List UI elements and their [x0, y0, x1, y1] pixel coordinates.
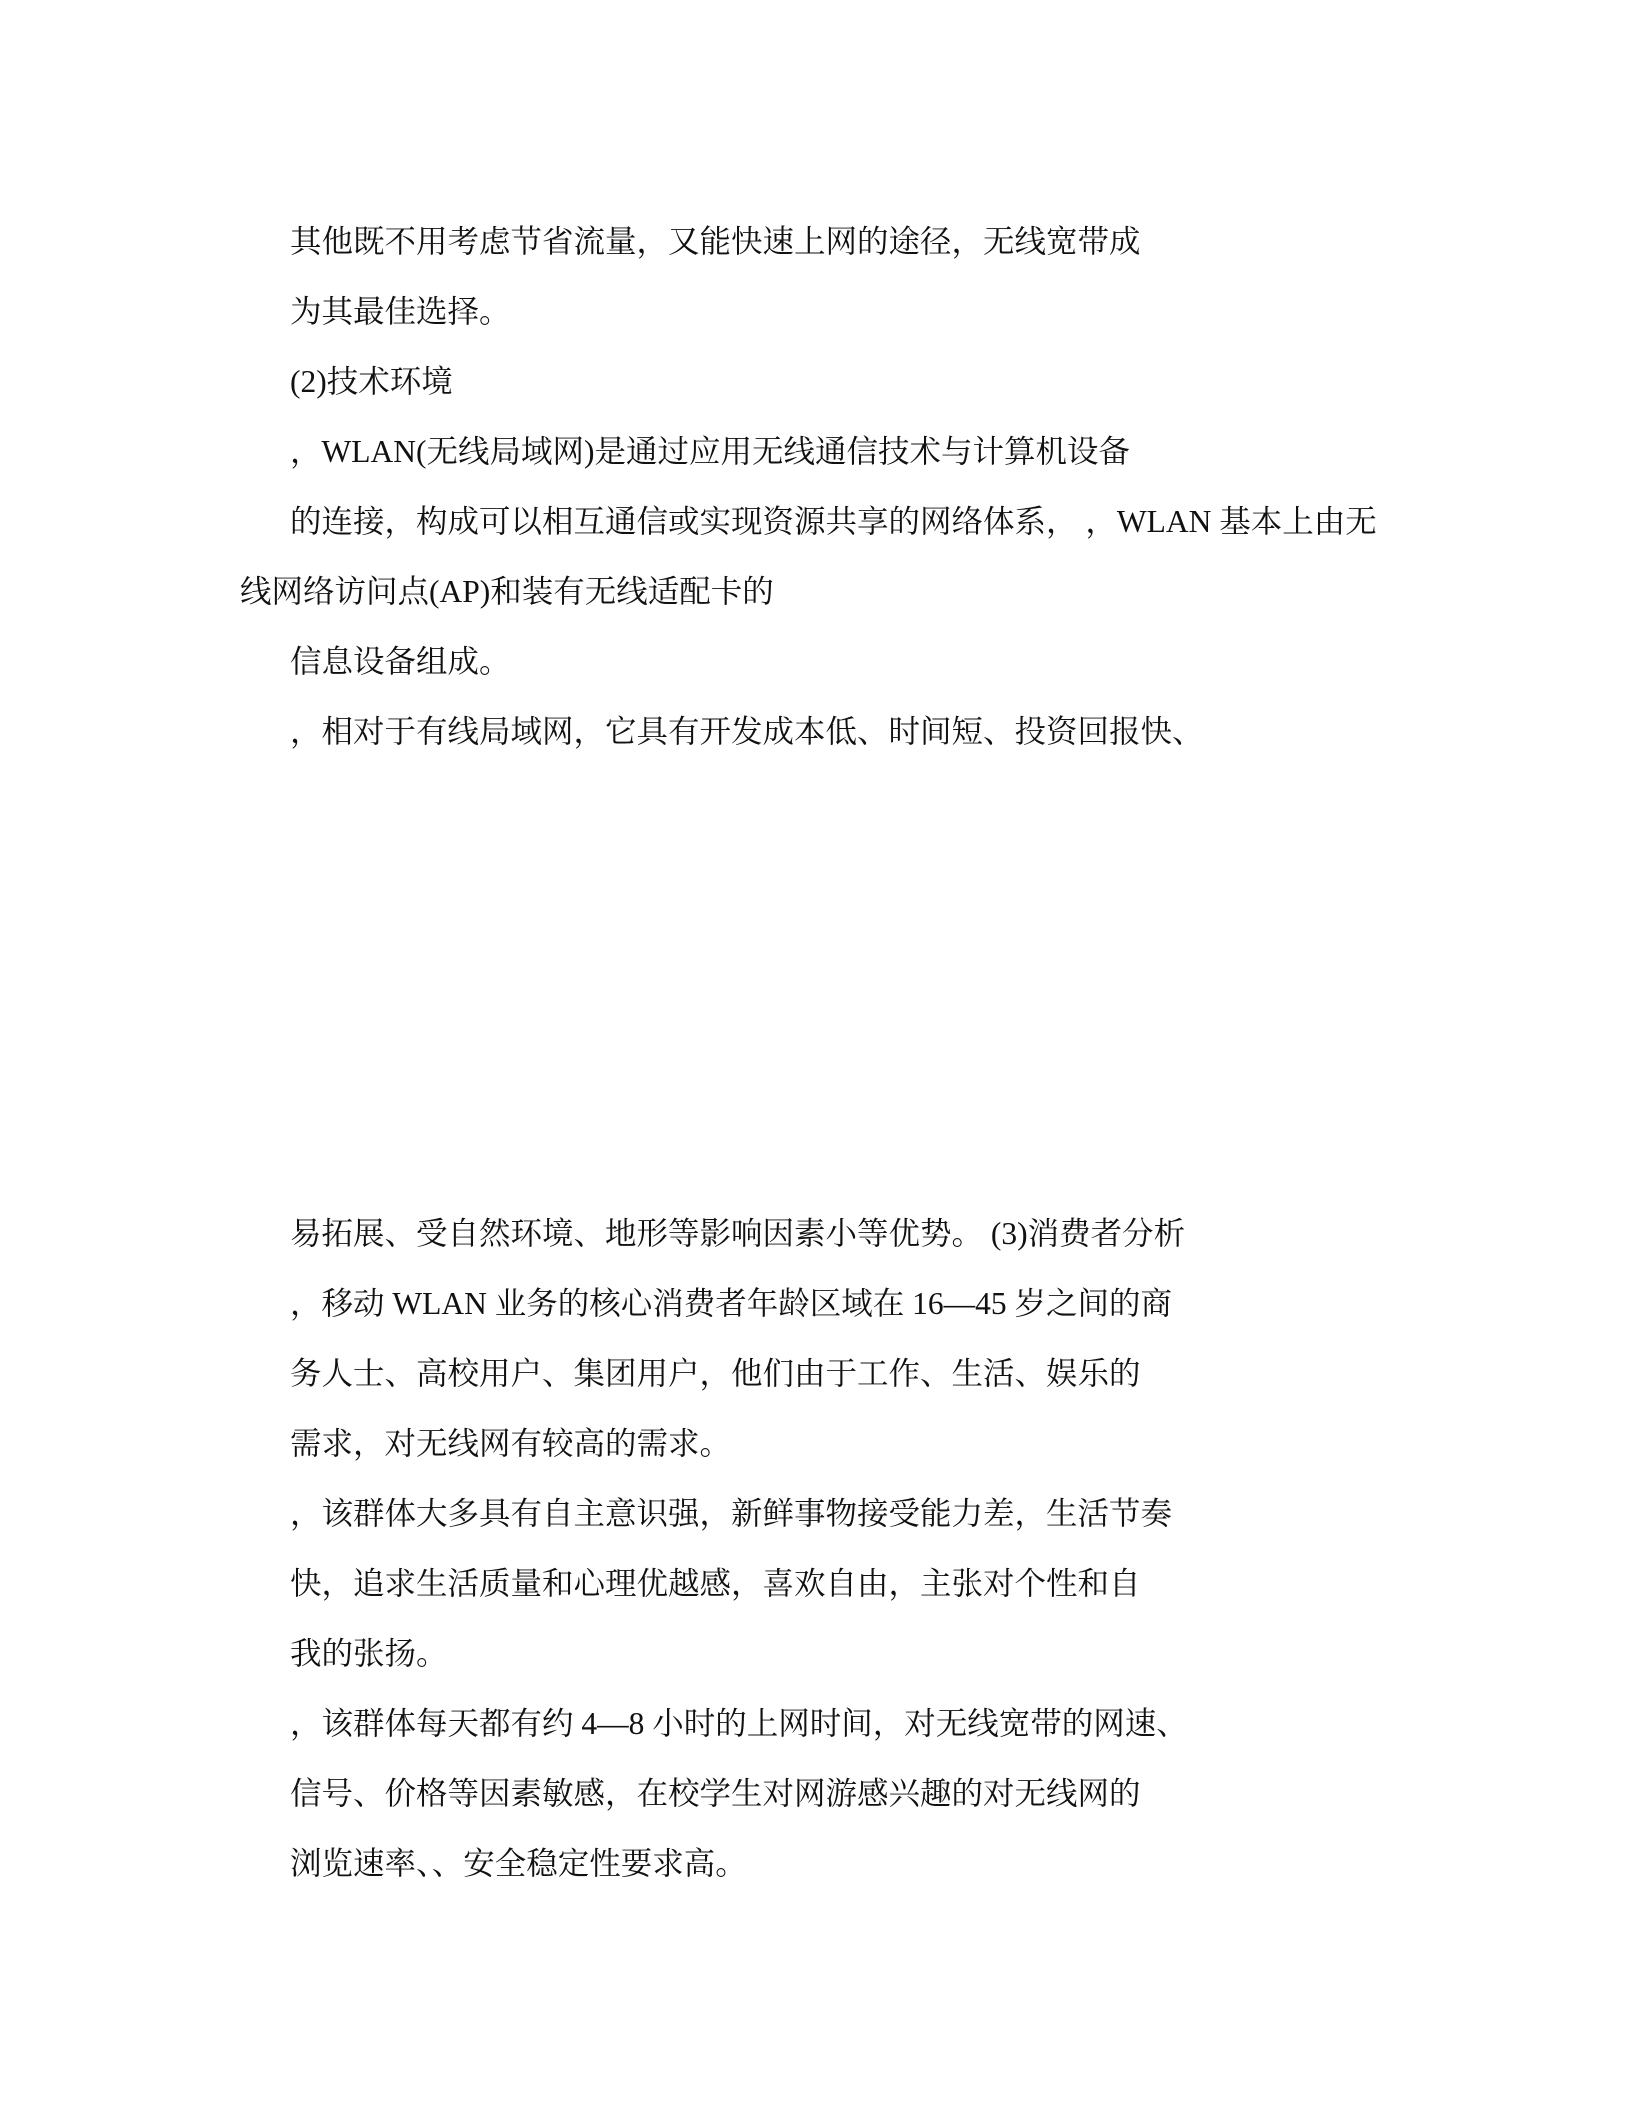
- paragraph-line: ，该群体每天都有约 4—8 小时的上网时间，对无线宽带的网速、: [290, 1706, 1188, 1741]
- section-heading: (2)技术环境: [290, 364, 453, 399]
- paragraph-line: ，该群体大多具有自主意识强，新鲜事物接受能力差，生活节奏: [290, 1496, 1173, 1531]
- paragraph-line: 快，追求生活质量和心理优越感，喜欢自由，主张对个性和自: [290, 1566, 1141, 1601]
- paragraph-line: 浏览速率、、安全稳定性要求高。: [290, 1846, 747, 1881]
- paragraph-line: 为其最佳选择。: [290, 294, 511, 329]
- paragraph-line: ，相对于有线局域网，它具有开发成本低、时间短、投资回报快、: [290, 714, 1204, 749]
- paragraph-line: ，WLAN(无线局域网)是通过应用无线通信技术与计算机设备: [290, 434, 1130, 469]
- paragraph-line: 易拓展、受自然环境、地形等影响因素小等优势。 (3)消费者分析: [290, 1216, 1186, 1251]
- paragraph-line: 信号、价格等因素敏感，在校学生对网游感兴趣的对无线网的: [290, 1776, 1141, 1811]
- paragraph-line: 我的张扬。: [290, 1636, 448, 1671]
- paragraph-line: ，移动 WLAN 业务的核心消费者年龄区域在 16—45 岁之间的商: [290, 1286, 1172, 1321]
- paragraph-line: 信息设备组成。: [290, 644, 511, 679]
- paragraph-line: 线网络访问点(AP)和装有无线适配卡的: [240, 574, 774, 609]
- paragraph-line: 需求，对无线网有较高的需求。: [290, 1426, 732, 1461]
- paragraph-line: 的连接，构成可以相互通信或实现资源共享的网络体系， ，WLAN 基本上由无: [290, 504, 1377, 539]
- paragraph-line: 务人士、高校用户、集团用户，他们由于工作、生活、娱乐的: [290, 1356, 1141, 1391]
- paragraph-line: 其他既不用考虑节省流量，又能快速上网的途径，无线宽带成: [290, 224, 1141, 259]
